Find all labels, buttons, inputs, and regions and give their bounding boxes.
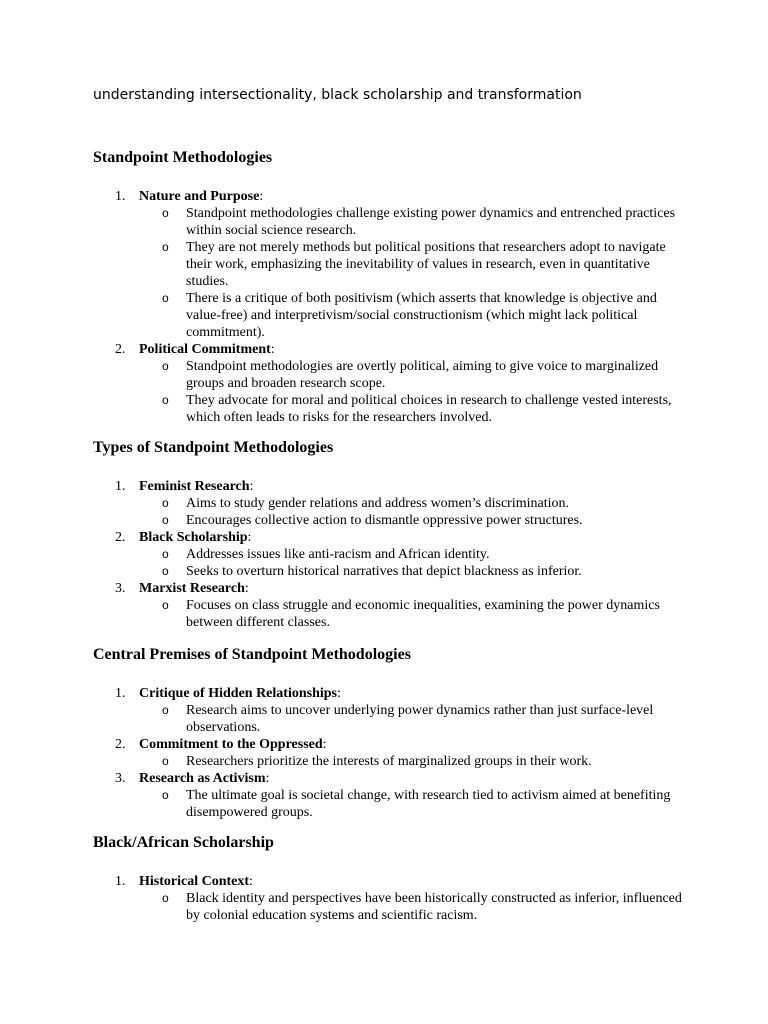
- bullet-list: [139, 205, 683, 341]
- bullet-list: [139, 787, 683, 821]
- bullet-list: [139, 495, 683, 529]
- bullet-item: [139, 753, 683, 770]
- hollow-bullet-icon: o: [162, 291, 169, 305]
- bullet-list: [139, 597, 683, 631]
- hollow-bullet-icon: o: [162, 754, 169, 768]
- list-term: Political Commitment: [139, 342, 271, 357]
- bullet-item: [139, 787, 683, 821]
- term-colon: :: [244, 581, 249, 596]
- bullet-item: [139, 702, 683, 736]
- bullet-item: [139, 495, 683, 512]
- term-colon: :: [336, 686, 341, 701]
- bullet-text: They advocate for moral and political choices in research to challenge vested interests, which often leads to risks for the researchers involved.: [186, 393, 672, 425]
- term-colon: :: [270, 342, 275, 357]
- list-number: 2.: [115, 737, 126, 752]
- list-term: Commitment to the Oppressed: [139, 737, 323, 752]
- list-term: Research as Activism: [139, 771, 266, 786]
- bullet-item: [139, 358, 683, 392]
- bullet-text: Focuses on class struggle and economic inequalities, examining the power dynamics between different classes.: [186, 598, 660, 630]
- term-colon: :: [259, 189, 264, 204]
- bullet-item: [139, 563, 683, 580]
- bullet-list: [139, 546, 683, 580]
- list-item: [93, 685, 683, 736]
- numbered-list: [93, 478, 683, 631]
- list-term: Historical Context: [139, 874, 250, 889]
- section-heading: Types of Standpoint Methodologies: [93, 439, 334, 456]
- list-number: 1.: [115, 874, 126, 889]
- list-number: 3.: [115, 581, 126, 596]
- hollow-bullet-icon: o: [162, 564, 169, 578]
- bullet-item: [139, 546, 683, 563]
- hollow-bullet-icon: o: [162, 359, 169, 373]
- hollow-bullet-icon: o: [162, 788, 169, 802]
- bullet-text: There is a critique of both positivism (which asserts that knowledge is objective and value-free) and interpretivism/social constructionism (which might lack political commitment).: [186, 291, 657, 340]
- bullet-text: Aims to study gender relations and address women’s discrimination.: [186, 496, 569, 511]
- bullet-item: [139, 392, 683, 426]
- numbered-list: [93, 188, 683, 426]
- bullet-item: [139, 205, 683, 239]
- hollow-bullet-icon: o: [162, 513, 169, 527]
- bullet-item: [139, 239, 683, 290]
- bullet-text: They are not merely methods but political positions that researchers adopt to navigate their work, emphasizing the inevitability of values in research, even in quantitative studies.: [186, 240, 666, 289]
- section-black-african-scholarship: [93, 833, 683, 924]
- list-term: Marxist Research: [139, 581, 245, 596]
- list-number: 2.: [115, 342, 126, 357]
- bullet-item: [139, 290, 683, 341]
- list-item: [93, 478, 683, 529]
- bullet-text: Standpoint methodologies are overtly political, aiming to give voice to marginalized groups and broaden research scope.: [186, 359, 659, 391]
- term-colon: :: [247, 530, 252, 545]
- bullet-list: [139, 890, 683, 924]
- list-term: Black Scholarship: [139, 530, 248, 545]
- bullet-text: Black identity and perspectives have been historically constructed as inferior, influenced by colonial education systems and scientific racism.: [186, 891, 682, 923]
- list-number: 3.: [115, 771, 126, 786]
- hollow-bullet-icon: o: [162, 547, 169, 561]
- list-number: 1.: [115, 686, 126, 701]
- numbered-list: [93, 685, 683, 821]
- numbered-list: [93, 873, 683, 924]
- section-heading: Standpoint Methodologies: [93, 149, 273, 166]
- bullet-list: [139, 358, 683, 426]
- section-types-of-standpoint-methodologies: [93, 438, 683, 631]
- hollow-bullet-icon: o: [162, 703, 169, 717]
- list-number: 2.: [115, 530, 126, 545]
- list-number: 1.: [115, 479, 126, 494]
- bullet-item: [139, 890, 683, 924]
- bullet-list: [139, 753, 683, 770]
- list-item: [93, 770, 683, 821]
- section-heading: Black/African Scholarship: [93, 834, 274, 851]
- bullet-item: [139, 512, 683, 529]
- list-item: [93, 529, 683, 580]
- list-term: Critique of Hidden Relationships: [139, 686, 337, 701]
- section-heading: Central Premises of Standpoint Methodologies: [93, 646, 411, 663]
- bullet-list: [139, 702, 683, 736]
- list-item: [93, 580, 683, 631]
- bullet-text: Encourages collective action to dismantle oppressive power structures.: [186, 513, 583, 528]
- bullet-text: Research aims to uncover underlying power dynamics rather than just surface-level observations.: [186, 703, 654, 735]
- list-item: [93, 873, 683, 924]
- term-colon: :: [265, 771, 270, 786]
- list-number: 1.: [115, 189, 126, 204]
- list-term: Nature and Purpose: [139, 189, 260, 204]
- hollow-bullet-icon: o: [162, 393, 169, 407]
- bullet-item: [139, 597, 683, 631]
- bullet-text: Seeks to overturn historical narratives that depict blackness as inferior.: [186, 564, 582, 579]
- document-title: understanding intersectionality, black scholarship and transformation: [93, 87, 582, 103]
- list-item: [93, 341, 683, 426]
- term-colon: :: [249, 874, 253, 889]
- bullet-text: Addresses issues like anti-racism and African identity.: [186, 547, 490, 562]
- section-central-premises: [93, 645, 683, 821]
- bullet-text: Standpoint methodologies challenge existing power dynamics and entrenched practices within social science research.: [186, 206, 676, 238]
- bullet-text: The ultimate goal is societal change, with research tied to activism aimed at benefiting disempowered groups.: [186, 788, 671, 820]
- term-colon: :: [322, 737, 327, 752]
- section-standpoint-methodologies: [93, 148, 683, 426]
- hollow-bullet-icon: o: [162, 206, 169, 220]
- hollow-bullet-icon: o: [162, 891, 169, 905]
- list-item: [93, 736, 683, 770]
- list-term: Feminist Research: [139, 479, 250, 494]
- hollow-bullet-icon: o: [162, 598, 169, 612]
- hollow-bullet-icon: o: [162, 496, 169, 510]
- term-colon: :: [249, 479, 254, 494]
- bullet-text: Researchers prioritize the interests of marginalized groups in their work.: [186, 754, 592, 769]
- hollow-bullet-icon: o: [162, 240, 169, 254]
- list-item: [93, 188, 683, 341]
